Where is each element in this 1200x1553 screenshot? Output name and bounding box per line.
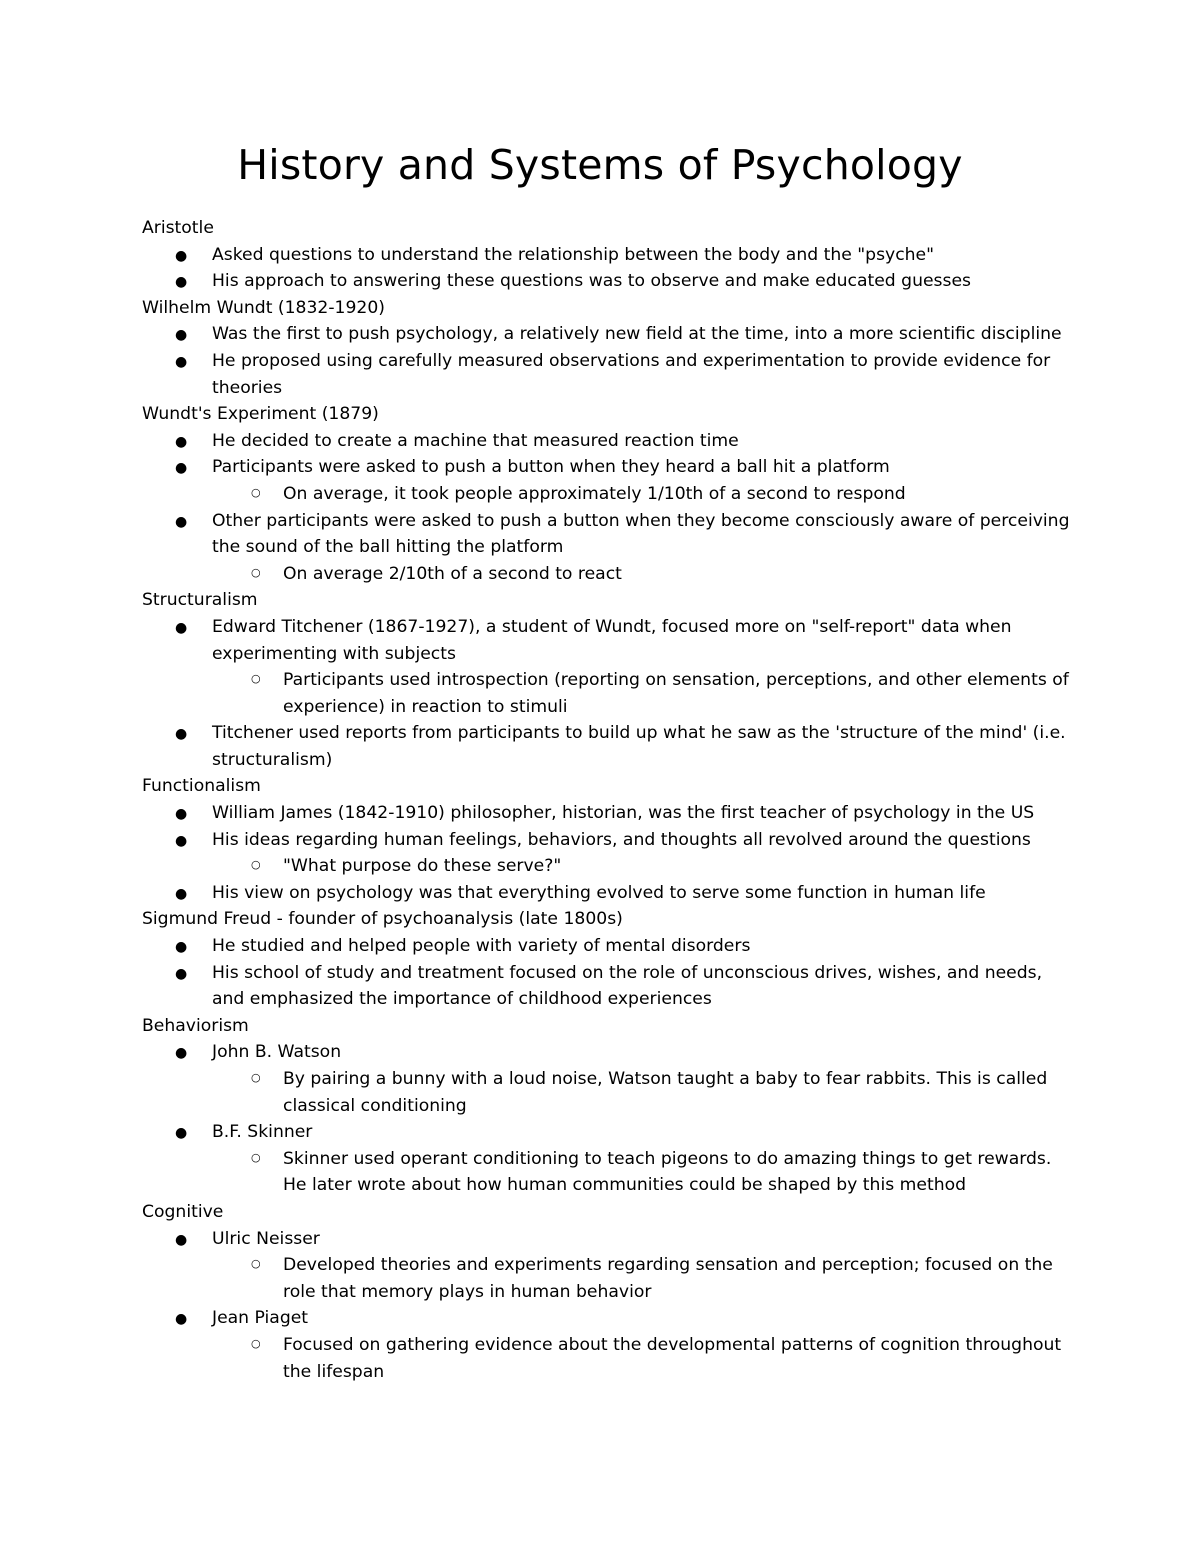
- bullet-icon: ●: [175, 513, 188, 530]
- section-heading: Sigmund Freud - founder of psychoanalysis (late 1800s): [142, 909, 623, 930]
- bullet-icon: ●: [175, 939, 188, 956]
- bullet-icon: ●: [175, 619, 188, 636]
- circle-bullet-icon: ○: [251, 1336, 261, 1350]
- list-item-text: Edward Titchener (1867-1927), a student of Wundt, focused more on "self-report" data when experimenting with subjects: [212, 616, 1012, 664]
- list-item: [142, 454, 1072, 507]
- list-item: [142, 800, 1072, 827]
- bullet-icon: ●: [175, 274, 188, 291]
- sub-list-item: [142, 1332, 1072, 1385]
- list-item-text: Participants were asked to push a button when they heard a ball hit a platform: [212, 457, 890, 478]
- sub-bullet-list: [142, 853, 1072, 880]
- circle-bullet-icon: ○: [251, 1257, 261, 1271]
- list-item: [142, 720, 1072, 773]
- section-heading: Aristotle: [142, 218, 214, 238]
- sub-list-item-text: Participants used introspection (reporting on sensation, perceptions, and other elements of experience) in reaction to stimuli: [283, 670, 1069, 717]
- sub-list-item-text: Skinner used operant conditioning to teach pigeons to do amazing things to get rewards. He later wrote about how human communities could be shaped by this method: [283, 1148, 1052, 1196]
- list-item-text: Other participants were asked to push a button when they become consciously aware of perceiving the sound of the ball hitting the platform: [212, 510, 1070, 558]
- list-item-text: His approach to answering these questions was to observe and make educated guesses: [212, 271, 971, 292]
- list-item: [142, 348, 1072, 401]
- circle-bullet-icon: ○: [251, 672, 261, 686]
- list-item: [142, 1226, 1072, 1306]
- bullet-icon: ●: [175, 460, 188, 477]
- sub-bullet-list: [142, 481, 1072, 508]
- circle-bullet-icon: ○: [251, 565, 261, 579]
- section-heading: Structuralism: [142, 590, 258, 611]
- bullet-icon: ●: [175, 1231, 188, 1248]
- bullet-icon: ●: [175, 885, 188, 902]
- section-heading: Functionalism: [142, 776, 261, 797]
- bullet-icon: ●: [175, 806, 188, 823]
- section-heading: Cognitive: [142, 1201, 224, 1222]
- sub-list-item-text: "What purpose do these serve?": [283, 856, 562, 877]
- list-item-text: His school of study and treatment focused on the role of unconscious drives, wishes, and needs, and emphasized the importance of childhood experiences: [212, 962, 1043, 1010]
- sub-list-item: [142, 561, 1072, 588]
- bullet-list: [142, 800, 1072, 906]
- list-item-text: B.F. Skinner: [212, 1122, 313, 1143]
- list-item: [142, 428, 1072, 455]
- list-item-text: Asked questions to understand the relationship between the body and the "psyche": [212, 244, 935, 265]
- bullet-list: [142, 428, 1072, 588]
- list-item-text: His view on psychology was that everything evolved to serve some function in human life: [212, 882, 986, 903]
- sub-list-item-text: On average, it took people approximately 1/10th of a second to respond: [283, 483, 906, 504]
- bullet-icon: ●: [175, 353, 188, 370]
- list-item-text: Jean Piaget: [212, 1308, 309, 1329]
- section-heading: Wilhelm Wundt (1832-1920): [142, 297, 385, 318]
- bullet-list: [142, 1039, 1072, 1199]
- bullet-icon: ●: [175, 1045, 188, 1062]
- list-item: [142, 933, 1072, 960]
- list-item: [142, 880, 1072, 907]
- list-item: [142, 1119, 1072, 1199]
- bullet-icon: ●: [175, 1311, 188, 1328]
- sub-list-item-text: Focused on gathering evidence about the developmental patterns of cognition throughout the lifespan: [283, 1334, 1062, 1382]
- bullet-list: [142, 933, 1072, 1013]
- list-item: [142, 242, 1072, 269]
- list-item-text: He decided to create a machine that measured reaction time: [212, 430, 739, 451]
- list-item: [142, 960, 1072, 1013]
- list-item-text: Was the first to push psychology, a relatively new field at the time, into a more scientific discipline: [212, 324, 1062, 345]
- sub-list-item-text: On average 2/10th of a second to react: [283, 563, 622, 584]
- section-heading: Behaviorism: [142, 1015, 249, 1036]
- sub-bullet-list: [142, 561, 1072, 588]
- sub-list-item: [142, 853, 1072, 880]
- page-title: History and Systems of Psychology: [237, 141, 963, 189]
- bullet-list: [142, 242, 1072, 295]
- sub-bullet-list: [142, 667, 1072, 720]
- sub-bullet-list: [142, 1146, 1072, 1199]
- sub-list-item: [142, 1146, 1072, 1199]
- list-item: [142, 508, 1072, 588]
- list-item-text: Ulric Neisser: [212, 1228, 320, 1249]
- document-body: [142, 215, 1072, 1385]
- list-item-text: John B. Watson: [212, 1042, 342, 1063]
- bullet-icon: ●: [175, 726, 188, 743]
- list-item: [142, 827, 1072, 880]
- bullet-icon: ●: [175, 433, 188, 450]
- list-item: [142, 614, 1072, 720]
- sub-list-item: [142, 1252, 1072, 1305]
- list-item: [142, 1305, 1072, 1385]
- circle-bullet-icon: ○: [251, 1150, 261, 1164]
- sub-list-item: [142, 1066, 1072, 1119]
- bullet-icon: ●: [175, 327, 188, 344]
- section-heading: Wundt's Experiment (1879): [142, 404, 379, 425]
- circle-bullet-icon: ○: [251, 1071, 261, 1084]
- list-item: [142, 268, 1072, 295]
- sub-bullet-list: [142, 1332, 1072, 1385]
- list-item-text: He proposed using carefully measured observations and experimentation to provide evidence for theories: [212, 350, 1051, 398]
- list-item-text: William James (1842-1910) philosopher, historian, was the first teacher of psychology in the US: [212, 803, 1035, 824]
- sub-list-item: [142, 667, 1072, 720]
- bullet-icon: ●: [175, 247, 188, 264]
- sub-bullet-list: [142, 1066, 1072, 1119]
- sub-list-item-text: By pairing a bunny with a loud noise, Watson taught a baby to fear rabbits. This is called classical conditioning: [283, 1069, 1048, 1116]
- circle-bullet-icon: ○: [251, 858, 261, 872]
- sub-list-item: [142, 481, 1072, 508]
- bullet-icon: ●: [175, 1125, 188, 1142]
- bullet-icon: ●: [175, 832, 188, 849]
- circle-bullet-icon: ○: [251, 485, 261, 499]
- bullet-list: [142, 614, 1072, 774]
- list-item-text: Titchener used reports from participants to build up what he saw as the 'structure of the mind' (i.e. structuralism): [212, 723, 1066, 770]
- sub-list-item-text: Developed theories and experiments regarding sensation and perception; focused on the role that memory plays in human behavior: [283, 1255, 1053, 1302]
- bullet-icon: ●: [175, 965, 188, 982]
- sub-bullet-list: [142, 1252, 1072, 1305]
- list-item: [142, 321, 1072, 348]
- list-item: [142, 1039, 1072, 1119]
- bullet-list: [142, 321, 1072, 401]
- list-item-text: He studied and helped people with variety of mental disorders: [212, 936, 751, 957]
- bullet-list: [142, 1226, 1072, 1386]
- list-item-text: His ideas regarding human feelings, behaviors, and thoughts all revolved around the questions: [212, 829, 1031, 850]
